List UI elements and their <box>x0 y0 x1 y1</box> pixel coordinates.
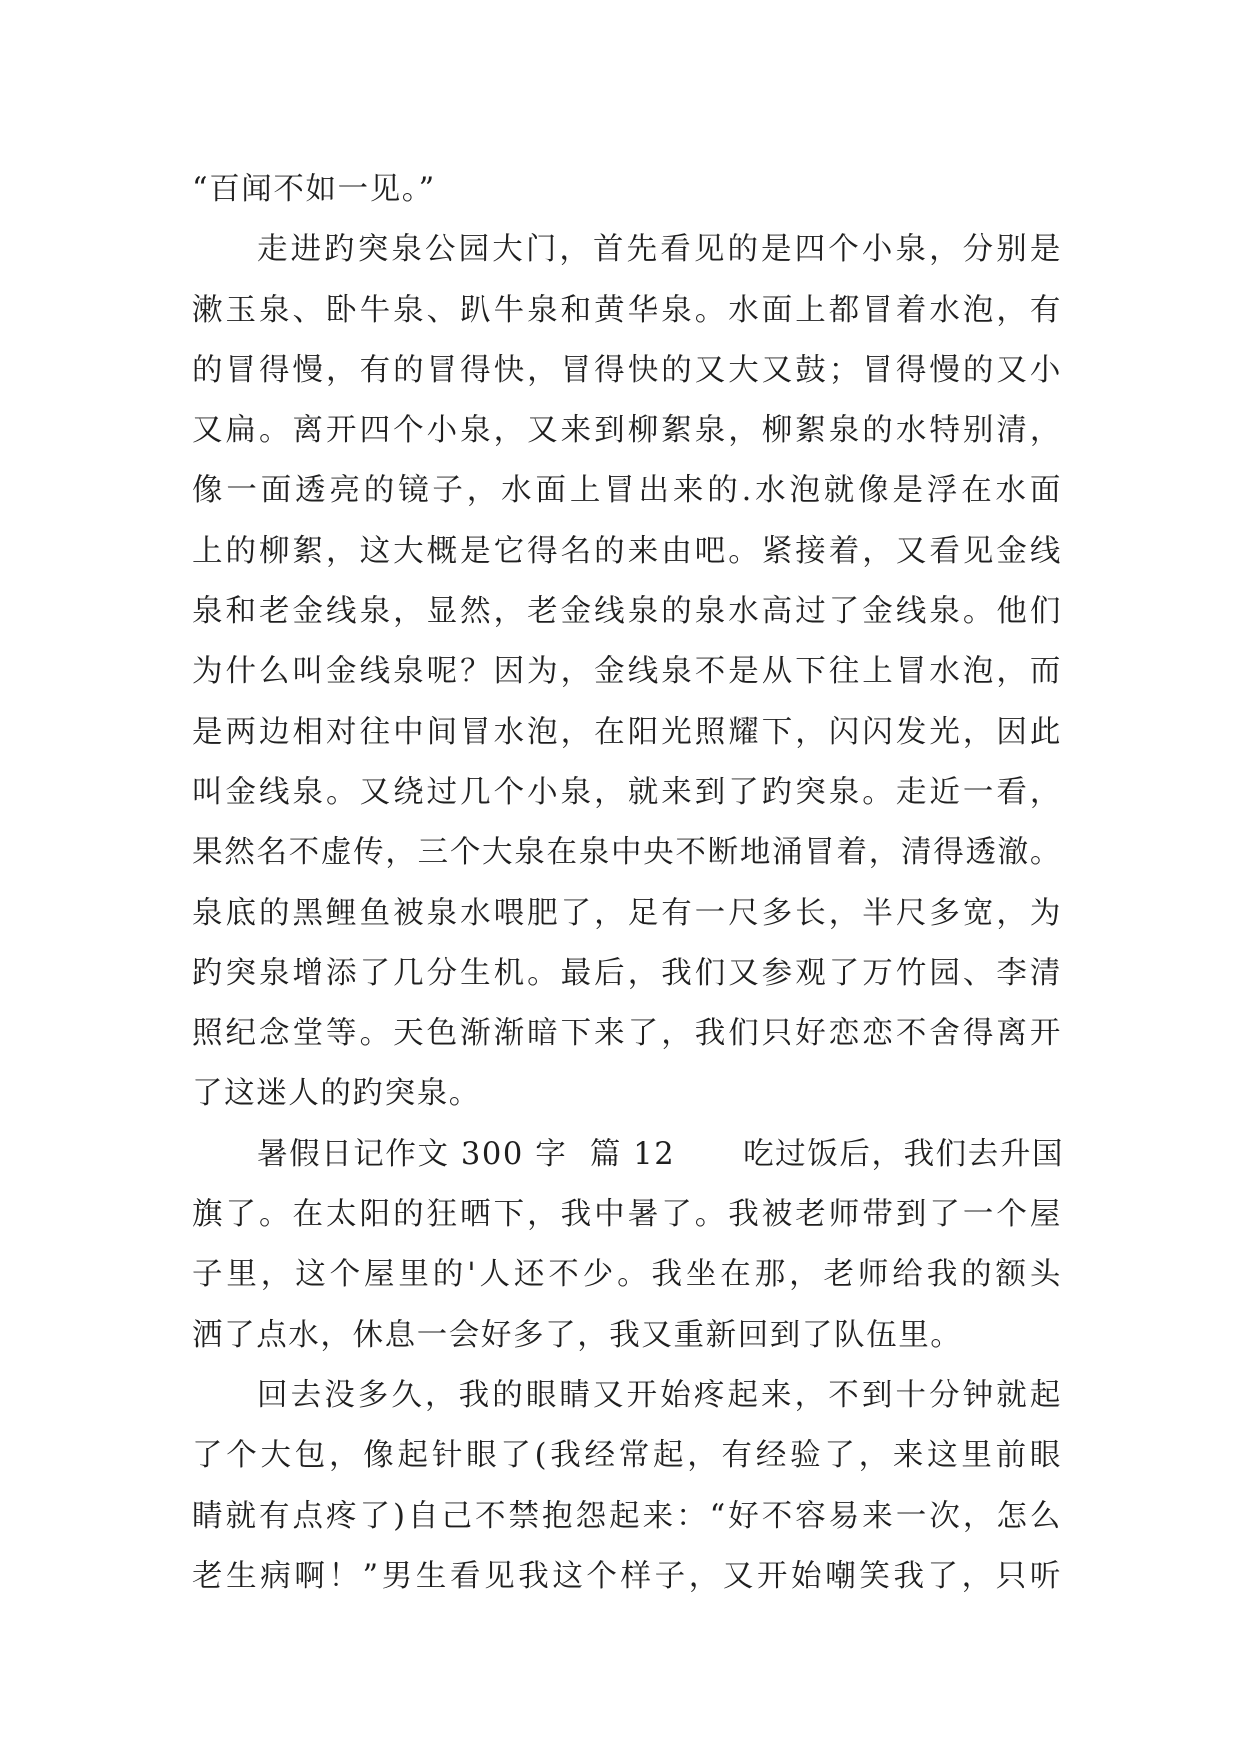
text-line: “百闻不如一见。” <box>192 172 436 207</box>
body-text <box>192 160 1065 1607</box>
text-line: 像一面透亮的镜子，水面上冒出来的.水泡就像是浮在水面 <box>192 473 1062 509</box>
text-line: 了个大包，像起针眼了(我经常起，有经验了，来这里前眼 <box>192 1438 1062 1474</box>
text-line: 洒了点水，休息一会好多了，我又重新回到了队伍里。 <box>192 1317 963 1353</box>
text-line: 漱玉泉、卧牛泉、趴牛泉和黄华泉。水面上都冒着水泡，有 <box>192 292 1062 328</box>
text-line: 为什么叫金线泉呢？因为，金线泉不是从下往上冒水泡，而 <box>192 654 1062 690</box>
text-line: 老生病啊！”男生看见我这个样子，又开始嘲笑我了，只听 <box>192 1558 1062 1594</box>
paragraph-start-line: 暑假日记作文 300 字 篇 12 吃过饭后，我们去升国 <box>257 1136 1065 1172</box>
text-line: 照纪念堂等。天色渐渐暗下来了，我们只好恋恋不舍得离开 <box>192 1016 1062 1052</box>
text-line: 的冒得慢，有的冒得快，冒得快的又大又鼓；冒得慢的又小 <box>192 352 1062 388</box>
text-line: 泉底的黑鲤鱼被泉水喂肥了，足有一尺多长，半尺多宽，为 <box>192 895 1062 931</box>
text-line: 是两边相对往中间冒水泡，在阳光照耀下，闪闪发光，因此 <box>192 714 1062 750</box>
text-line: 叫金线泉。又绕过几个小泉，就来到了趵突泉。走近一看， <box>192 774 1062 810</box>
text-line: 泉和老金线泉，显然，老金线泉的泉水高过了金线泉。他们 <box>192 594 1062 630</box>
text-line: 子里，这个屋里的'人还不少。我坐在那，老师给我的额头 <box>192 1257 1062 1293</box>
text-line: 又扁。离开四个小泉，又来到柳絮泉，柳絮泉的水特别清， <box>192 413 1062 449</box>
text-line: 上的柳絮，这大概是它得名的来由吧。紧接着，又看见金线 <box>192 533 1062 569</box>
text-line: 趵突泉增添了几分生机。最后，我们又参观了万竹园、李清 <box>192 955 1062 991</box>
text-line: 旗了。在太阳的狂晒下，我中暑了。我被老师带到了一个屋 <box>192 1197 1062 1233</box>
paragraph-start-line: 走进趵突泉公园大门，首先看见的是四个小泉，分别是 <box>257 232 1062 268</box>
text-line: 睛就有点疼了)自己不禁抱怨起来：“好不容易来一次，怎么 <box>192 1498 1062 1534</box>
paragraph-start-line: 回去没多久，我的眼睛又开始疼起来，不到十分钟就起 <box>257 1377 1062 1413</box>
text-line: 了这迷人的趵突泉。 <box>192 1076 481 1112</box>
text-line: 果然名不虚传，三个大泉在泉中央不断地涌冒着，清得透澈。 <box>192 835 1062 871</box>
